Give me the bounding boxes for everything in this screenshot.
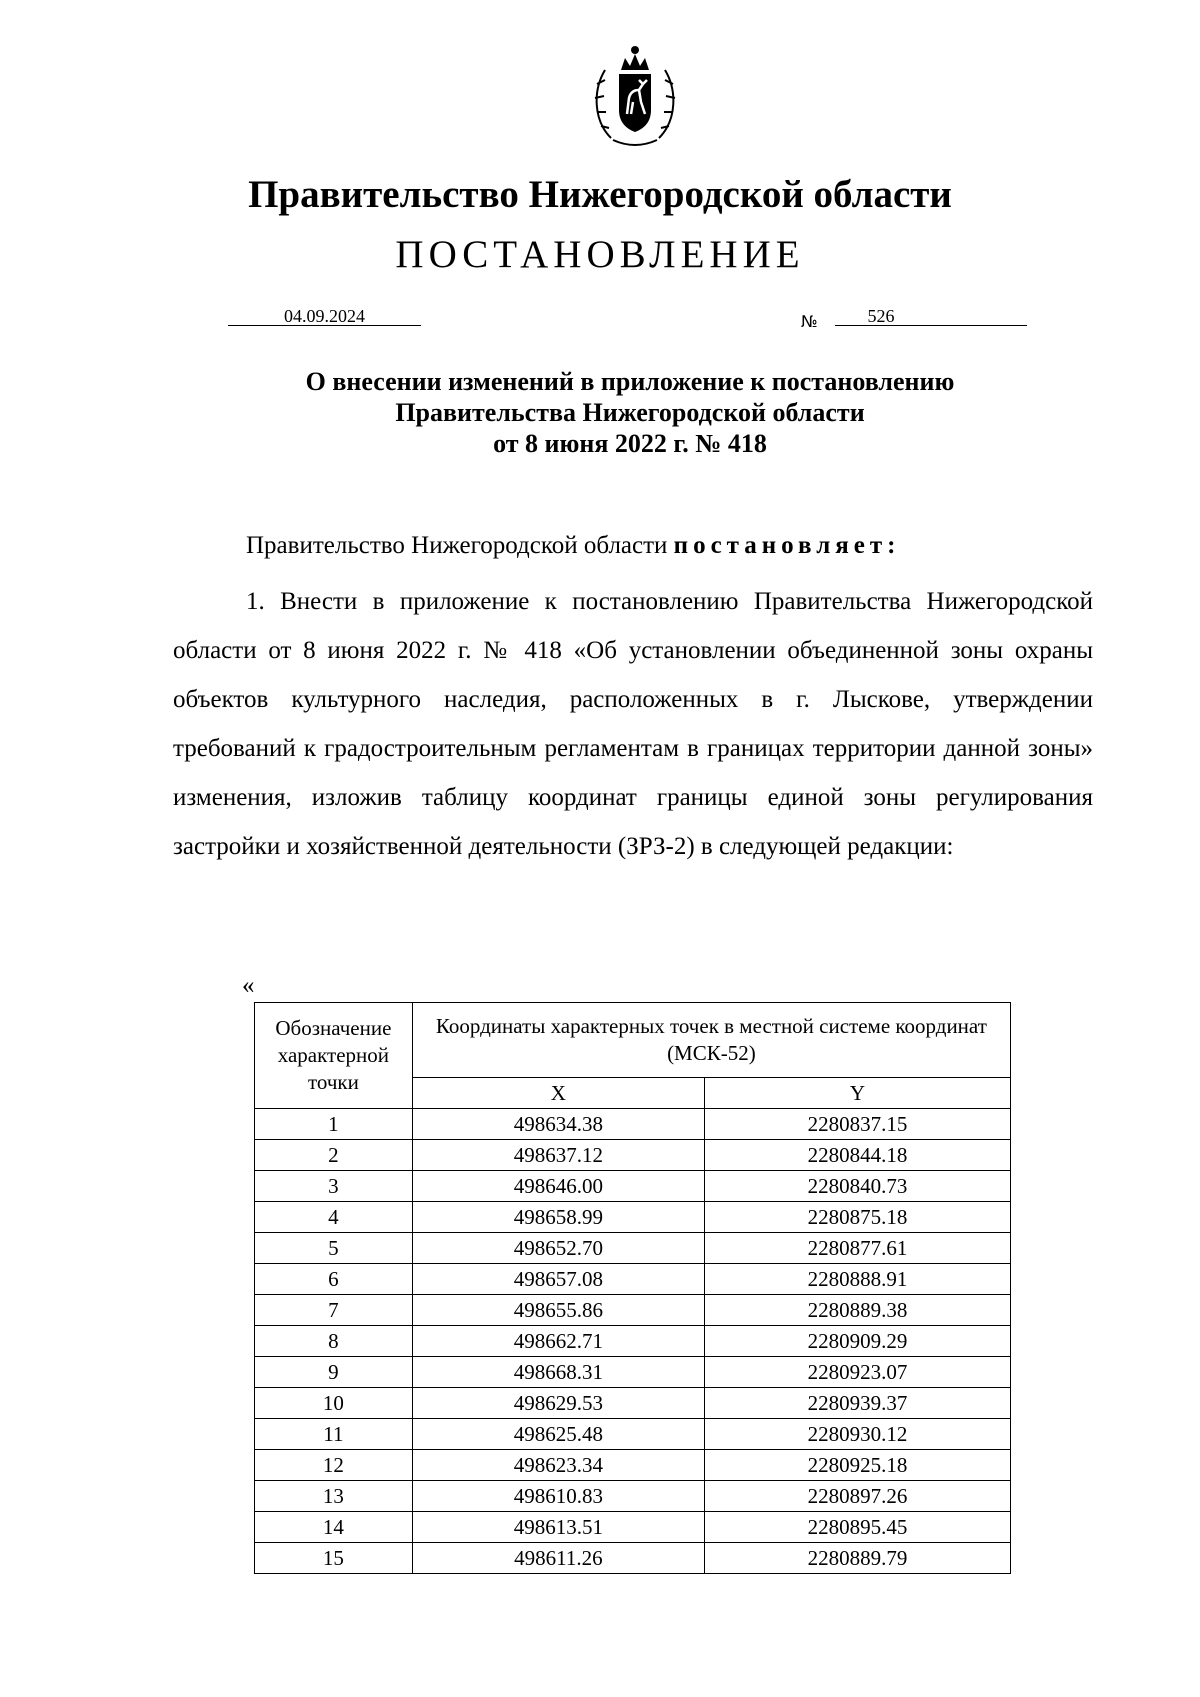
x-cell: 498652.70 — [412, 1233, 704, 1264]
open-quote: « — [242, 972, 255, 999]
x-cell: 498610.83 — [412, 1481, 704, 1512]
y-cell: 2280840.73 — [704, 1171, 1010, 1202]
table-row — [255, 1512, 1011, 1543]
y-cell: 2280888.91 — [704, 1264, 1010, 1295]
x-cell: 498611.26 — [412, 1543, 704, 1574]
x-cell: 498655.86 — [412, 1295, 704, 1326]
y-cell: 2280909.29 — [704, 1326, 1010, 1357]
table-row — [255, 1388, 1011, 1419]
y-cell: 2280895.45 — [704, 1512, 1010, 1543]
table-row — [255, 1171, 1011, 1202]
table-row — [255, 1419, 1011, 1450]
y-cell: 2280844.18 — [704, 1140, 1010, 1171]
number-label: № — [801, 312, 818, 331]
point-cell: 15 — [255, 1543, 413, 1574]
document-type: ПОСТАНОВЛЕНИЕ — [395, 233, 805, 276]
table-row — [255, 1481, 1011, 1512]
point-cell: 7 — [255, 1295, 413, 1326]
y-cell: 2280939.37 — [704, 1388, 1010, 1419]
x-cell: 498646.00 — [412, 1171, 704, 1202]
table-row — [255, 1233, 1011, 1264]
table-row — [255, 1109, 1011, 1140]
x-cell: 498634.38 — [412, 1109, 704, 1140]
table-row — [255, 1543, 1011, 1574]
lead-text: Правительство Нижегородской области — [246, 532, 674, 559]
resolution-lead — [246, 530, 900, 562]
y-cell: 2280837.15 — [704, 1109, 1010, 1140]
header-x: X — [412, 1078, 704, 1109]
y-cell: 2280889.38 — [704, 1295, 1010, 1326]
coat-of-arms-icon — [583, 40, 687, 148]
subject-line-2: Правительства Нижегородской области — [395, 398, 865, 427]
x-cell: 498623.34 — [412, 1450, 704, 1481]
point-cell: 6 — [255, 1264, 413, 1295]
table-row — [255, 1357, 1011, 1388]
subject-line-1: О внесении изменений в приложение к постановлению — [305, 367, 955, 396]
point-cell: 10 — [255, 1388, 413, 1419]
table-row — [255, 1326, 1011, 1357]
x-cell: 498629.53 — [412, 1388, 704, 1419]
x-cell: 498637.12 — [412, 1140, 704, 1171]
x-cell: 498657.08 — [412, 1264, 704, 1295]
y-cell: 2280889.79 — [704, 1543, 1010, 1574]
table-body — [255, 1109, 1011, 1574]
y-cell: 2280897.26 — [704, 1481, 1010, 1512]
point-cell: 8 — [255, 1326, 413, 1357]
coordinates-table — [254, 1002, 1011, 1574]
table-row — [255, 1295, 1011, 1326]
subject-line-3: от 8 июня 2022 г. № 418 — [493, 429, 767, 458]
header-point: Обозначение характерной точки — [255, 1003, 413, 1109]
x-cell: 498658.99 — [412, 1202, 704, 1233]
document-number: 526 — [867, 306, 895, 326]
table-row — [255, 1140, 1011, 1171]
point-cell: 9 — [255, 1357, 413, 1388]
point-cell: 3 — [255, 1171, 413, 1202]
x-cell: 498625.48 — [412, 1419, 704, 1450]
table-row — [255, 1450, 1011, 1481]
paragraph-1: 1. Внести в приложение к постановлению Правительства Нижегородской области от 8 июня 2022 г. № 418 «Об установлении объединенной зоны охраны объектов культурного наследия, расположенных в г. Лыскове, утверждении требований к градостроительным регламентам в границах территории данной зоны» изменения, изложив таблицу координат границы единой зоны регулирования застройки и хозяйственной деятельности (ЗРЗ-2) в следующей редакции: — [173, 588, 1093, 860]
x-cell: 498668.31 — [412, 1357, 704, 1388]
y-cell: 2280925.18 — [704, 1450, 1010, 1481]
y-cell: 2280877.61 — [704, 1233, 1010, 1264]
point-cell: 12 — [255, 1450, 413, 1481]
header-y: Y — [704, 1078, 1010, 1109]
document-date: 04.09.2024 — [284, 306, 365, 326]
date-underline — [228, 325, 421, 326]
table-row — [255, 1264, 1011, 1295]
point-cell: 1 — [255, 1109, 413, 1140]
y-cell: 2280923.07 — [704, 1357, 1010, 1388]
point-cell: 5 — [255, 1233, 413, 1264]
x-cell: 498613.51 — [412, 1512, 704, 1543]
lead-emphasis: постановляет: — [673, 532, 901, 559]
point-cell: 11 — [255, 1419, 413, 1450]
point-cell: 14 — [255, 1512, 413, 1543]
y-cell: 2280930.12 — [704, 1419, 1010, 1450]
document-subject — [0, 366, 1200, 459]
point-cell: 4 — [255, 1202, 413, 1233]
x-cell: 498662.71 — [412, 1326, 704, 1357]
header-coordinates: Координаты характерных точек в местной системе координат (МСК-52) — [412, 1003, 1010, 1078]
y-cell: 2280875.18 — [704, 1202, 1010, 1233]
number-underline — [835, 325, 1027, 326]
point-cell: 13 — [255, 1481, 413, 1512]
government-title: Правительство Нижегородской области — [248, 173, 952, 216]
point-cell: 2 — [255, 1140, 413, 1171]
table-row — [255, 1202, 1011, 1233]
